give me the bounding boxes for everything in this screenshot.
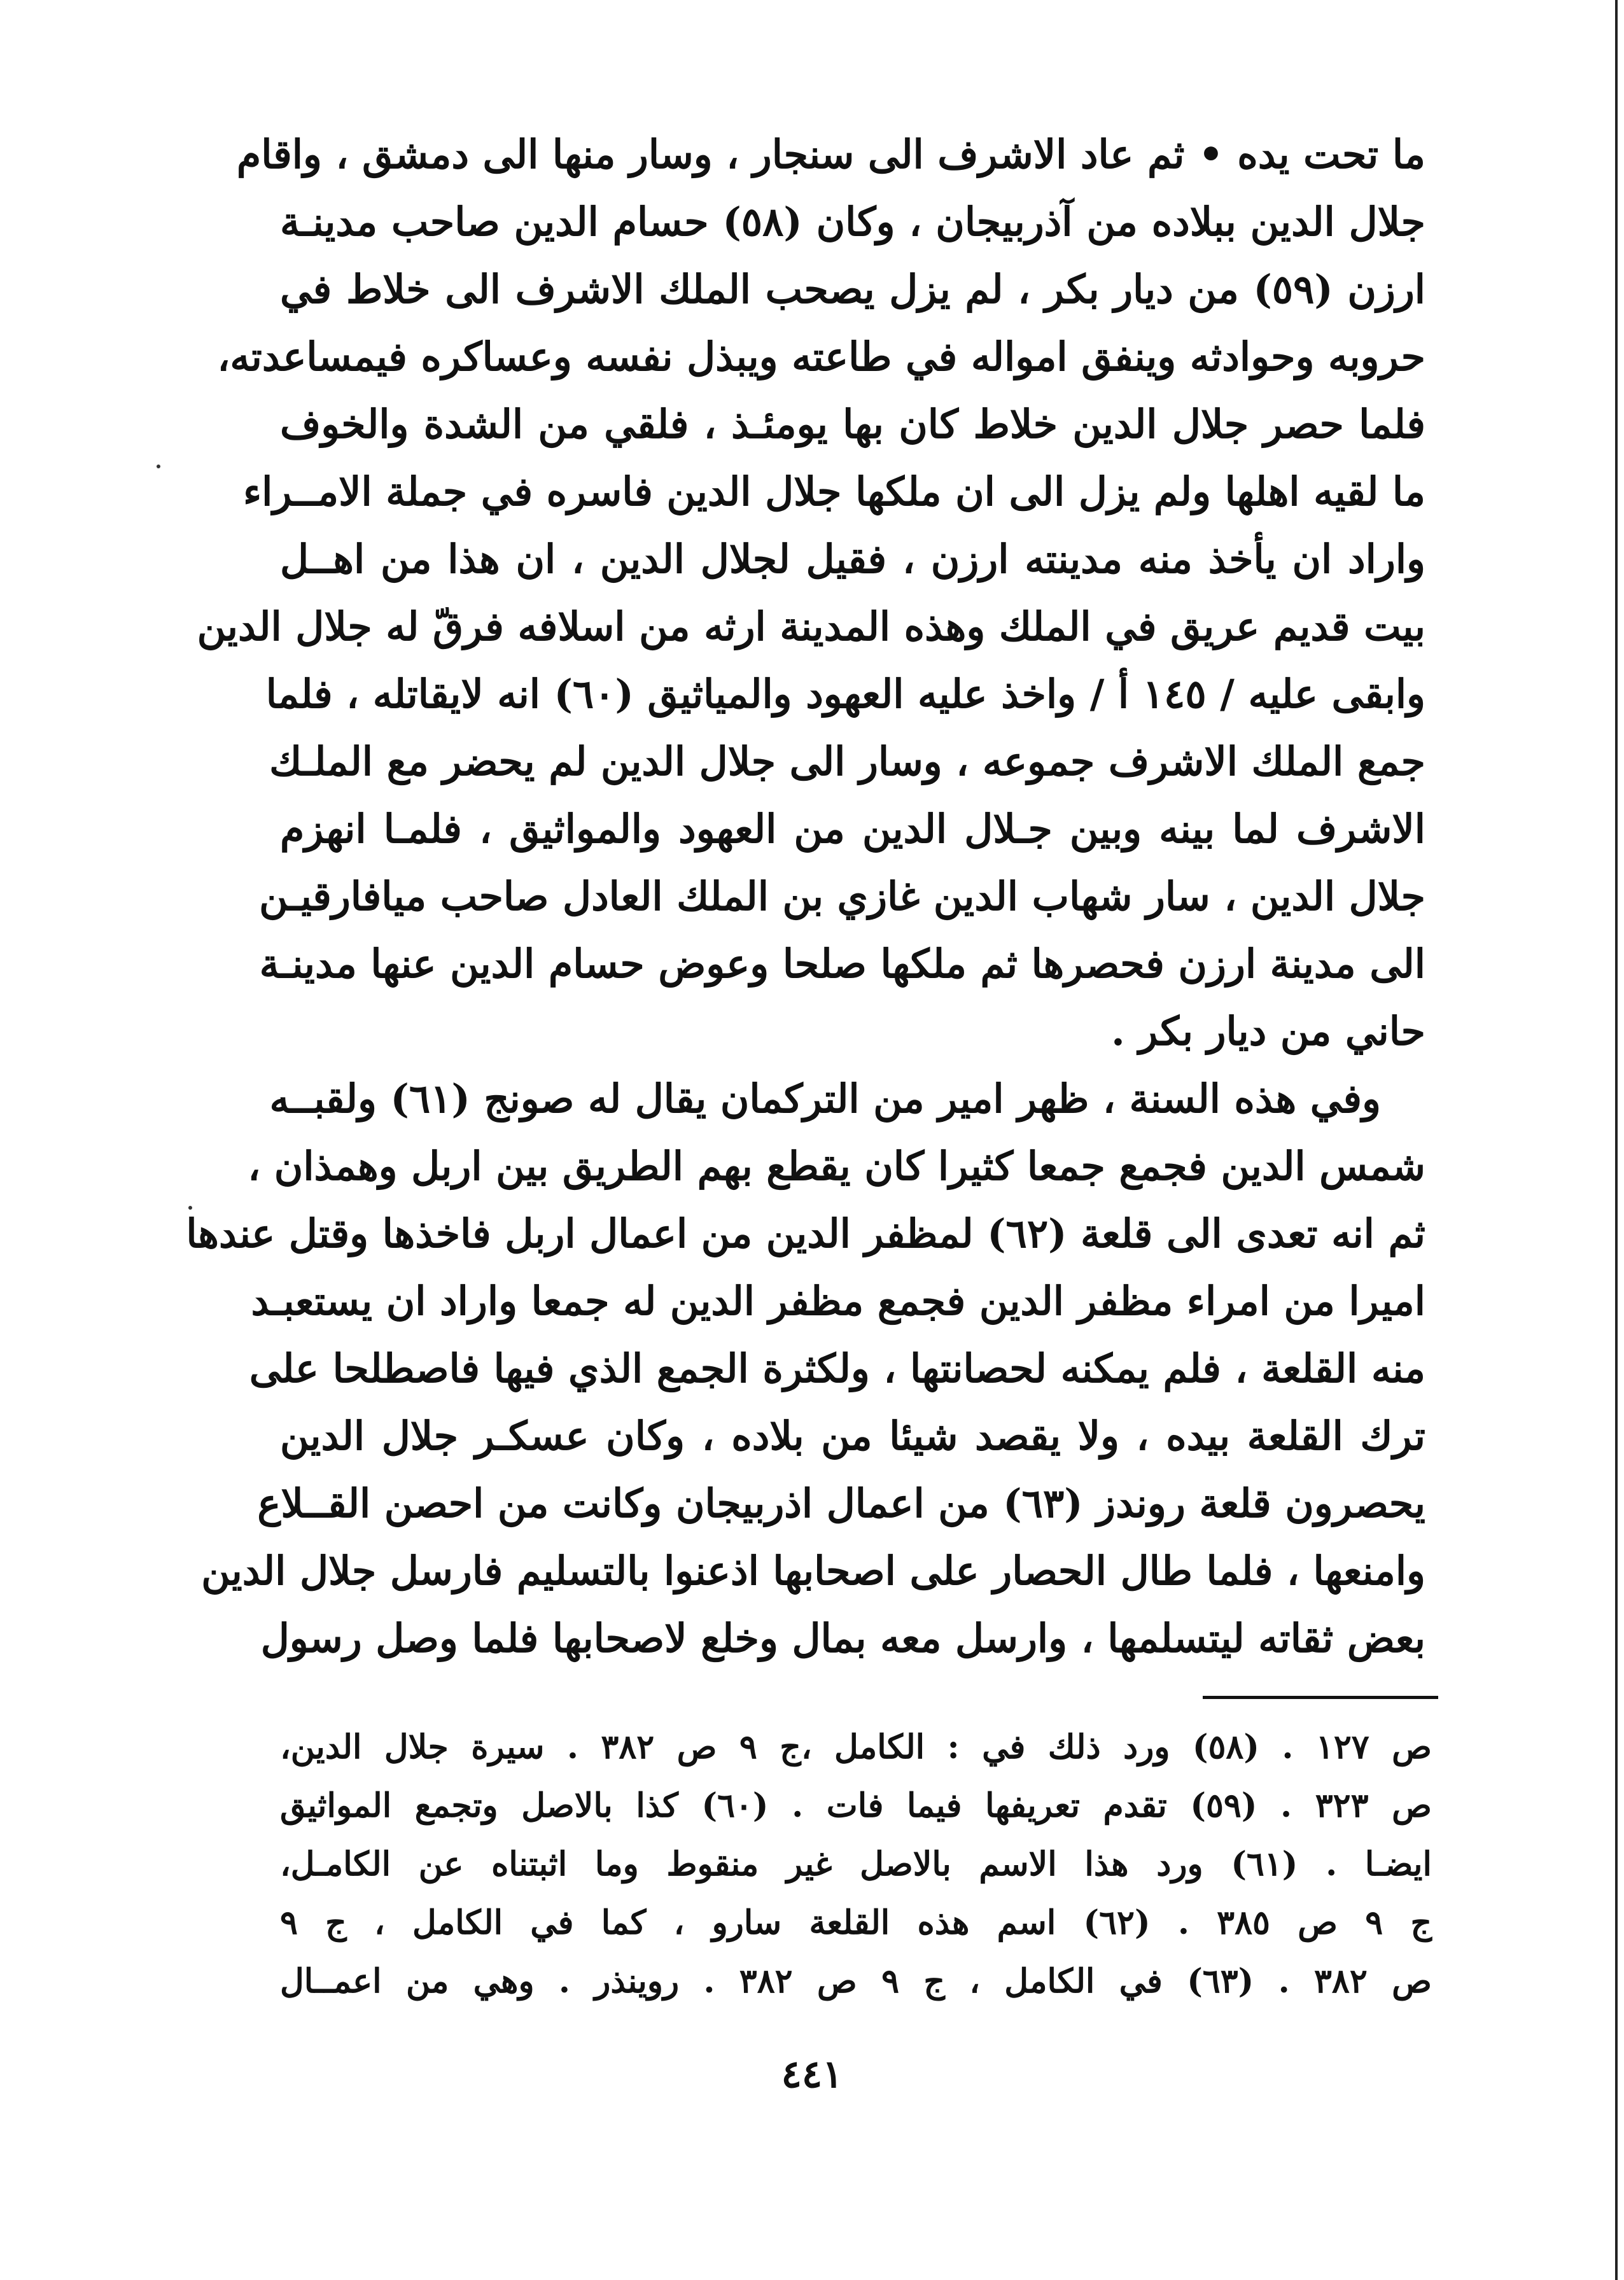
body-line: ما لقيه اهلها ولم يزل الى ان ملكها جلال الدين فاسره في جملة الامــراء bbox=[242, 468, 1425, 515]
body-line: فلما حصر جلال الدين خلاط كان بها يومئـذ ، فلقي من الشدة والخوف bbox=[280, 401, 1425, 447]
body-line: ارزن (٥٩) من ديار بكر ، لم يزل يصحب الملك الاشرف الى خلاط في bbox=[280, 266, 1425, 312]
body-line: وابقى عليه / ١٤٥ أ / واخذ عليه العهود والمياثيق (٦٠) انه لايقاتله ، فلما bbox=[265, 671, 1425, 717]
body-line: ثم انه تعدى الى قلعة (٦٢) لمظفر الدين من اعمال اربل فاخذها وقتل عندها bbox=[186, 1210, 1425, 1257]
body-line: حروبه وحوادثه وينفق امواله في طاعته ويبذل نفسه وعساكره فيمساعدته، bbox=[217, 333, 1425, 380]
footnote-line: ص ٣٨٢ . (٦٣) في الكامل ، ج ٩ ص ٣٨٢ . روينذر . وهي من اعمــال bbox=[280, 1962, 1432, 2001]
body-text bbox=[186, 121, 1425, 1672]
body-line: بعض ثقاته ليتسلمها ، وارسل معه بمال وخلع لاصحابها فلما وصل رسول bbox=[260, 1615, 1425, 1661]
page-number: ٤٤١ bbox=[781, 2052, 843, 2097]
body-line: منه القلعة ، فلم يمكنه لحصانتها ، ولكثرة الجمع الذي فيها فاصطلحا على bbox=[249, 1345, 1425, 1392]
body-line: اميرا من امراء مظفر الدين فجمع مظفر الدين له جمعا واراد ان يستعبـد bbox=[251, 1278, 1425, 1324]
footnote-line: ج ٩ ص ٣٨٥ . (٦٢) اسم هذه القلعة سارو ، كما في الكامل ، ج ٩ bbox=[280, 1903, 1432, 1942]
footnote-line: ص ٣٢٣ . (٥٩) تقدم تعريفها فيما فات . (٦٠) كذا بالاصل وتجمع المواثيق bbox=[280, 1786, 1432, 1825]
footnotes bbox=[280, 1718, 1432, 2011]
body-line: يحصرون قلعة روندز (٦٣) من اعمال اذربيجان وكانت من احصن القــلاع bbox=[257, 1480, 1425, 1527]
body-line: وامنعها ، فلما طال الحصار على اصحابها اذعنوا بالتسليم فارسل جلال الدين bbox=[201, 1548, 1425, 1594]
body-line: ترك القلعة بيده ، ولا يقصد شيئا من بلاده ، وكان عسكـر جلال الدين bbox=[280, 1413, 1425, 1459]
scan-speck bbox=[157, 465, 160, 468]
body-line: الى مدينة ارزن فحصرها ثم ملكها صلحا وعوض حسام الدين عنها مدينـة bbox=[259, 941, 1425, 987]
body-line: الاشرف لما بينه وبين جـلال الدين من العهود والمواثيق ، فلمـا انهزم bbox=[280, 806, 1425, 852]
page-edge-shadow bbox=[1615, 0, 1618, 2280]
body-line: جلال الدين ، سار شهاب الدين غازي بن الملك العادل صاحب ميافارقيـن bbox=[259, 873, 1425, 920]
body-line: بيت قديم عريق في الملك وهذه المدينة ارثه من اسلافه فرقّ له جلال الدين bbox=[197, 603, 1425, 650]
footnote-line: ايضـا . (٦١) ورد هذا الاسم بالاصل غير منقوط وما اثبتناه عن الكامـل، bbox=[280, 1845, 1432, 1884]
body-line: حاني من ديار بكر . bbox=[1111, 1008, 1425, 1054]
footnote-line: ص ١٢٧ . (٥٨) ورد ذلك في : الكامل ،ج ٩ ص ٣٨٢ . سيرة جلال الدين، bbox=[280, 1728, 1432, 1766]
body-line: واراد ان يأخذ منه مدينته ارزن ، فقيل لجلال الدين ، ان هذا من اهــل bbox=[280, 536, 1425, 582]
body-line: ما تحت يده • ثم عاد الاشرف الى سنجار ، وسار منها الى دمشق ، واقام bbox=[236, 131, 1425, 178]
footnote-separator bbox=[1203, 1696, 1438, 1699]
body-line: شمس الدين فجمع جمعا كثيرا كان يقطع بهم الطريق بين اربل وهمذان ، bbox=[248, 1143, 1425, 1189]
body-line: وفي هذه السنة ، ظهر امير من التركمان يقال له صونج (٦١) ولقبــه bbox=[269, 1075, 1381, 1122]
body-line: جلال الدين ببلاده من آذربيجان ، وكان (٥٨) حسام الدين صاحب مدينـة bbox=[280, 199, 1425, 245]
body-line: جمع الملك الاشرف جموعه ، وسار الى جلال الدين لم يحضر مع الملـك bbox=[269, 738, 1425, 785]
